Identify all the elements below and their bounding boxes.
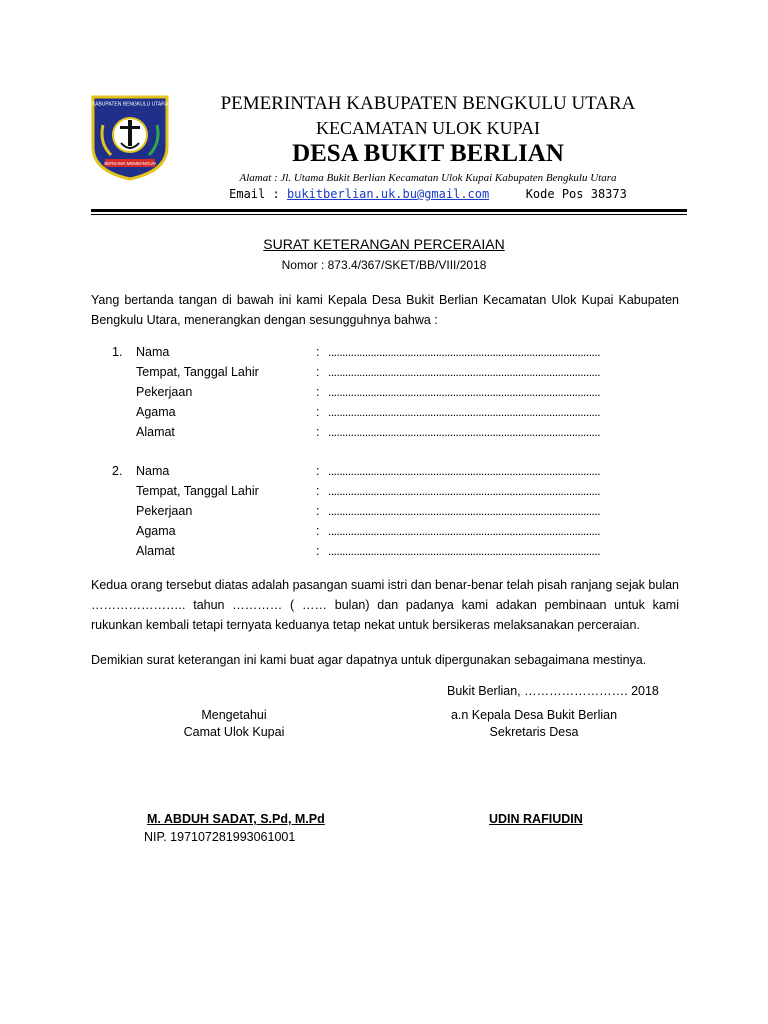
email-label: Email : <box>229 187 280 201</box>
field-blank: ................................................................................................ <box>328 365 601 379</box>
field-label: Tempat, Tanggal Lahir <box>136 365 259 379</box>
intro-paragraph: Yang bertanda tangan di bawah ini kami Kepala Desa Bukit Berlian Kecamatan Ulok Kupai Kabupaten Bengkulu Utara, menerangkan dengan sesungguhnya bahwa : <box>91 293 679 327</box>
regency-logo <box>91 95 169 181</box>
left-signatory-position: Camat Ulok Kupai <box>183 725 285 739</box>
field-colon: : <box>316 425 320 439</box>
postal-code: Kode Pos 38373 <box>525 187 627 201</box>
left-signatory-name: M. ABDUH SADAT, S.Pd, M.Pd <box>147 812 325 826</box>
logo-text-bottom: BERSAMA MEMBANGUN <box>104 161 156 166</box>
field-colon: : <box>316 464 320 478</box>
field-colon: : <box>316 484 320 498</box>
place-date: Bukit Berlian, ……………………. 2018 <box>447 684 659 698</box>
field-label: Nama <box>136 464 170 478</box>
field-colon: : <box>316 544 320 558</box>
field-blank: ................................................................................................ <box>328 385 601 399</box>
field-label: Pekerjaan <box>136 504 193 518</box>
document-number: Nomor : 873.4/367/SKET/BB/VIII/2018 <box>281 258 487 272</box>
field-blank: ................................................................................................ <box>328 544 601 558</box>
right-signatory-title: a.n Kepala Desa Bukit Berlian <box>450 708 618 722</box>
contact-line <box>178 187 678 201</box>
field-label: Alamat <box>136 544 175 558</box>
person-number: 1. <box>112 345 123 359</box>
field-colon: : <box>316 405 320 419</box>
field-label: Pekerjaan <box>136 385 193 399</box>
village-name: DESA BUKIT BERLIAN <box>292 140 564 167</box>
closing-paragraph: Demikian surat keterangan ini kami buat agar dapatnya untuk dipergunakan sebagaimana mestinya. <box>91 653 647 667</box>
field-label: Nama <box>136 345 170 359</box>
field-colon: : <box>316 524 320 538</box>
field-label: Tempat, Tanggal Lahir <box>136 484 259 498</box>
district-name: KECAMATAN ULOK KUPAI <box>316 118 540 138</box>
left-signatory-nip: NIP. 197107281993061001 <box>144 830 296 844</box>
field-label: Agama <box>136 524 176 538</box>
field-label: Alamat <box>136 425 175 439</box>
header-rule-thick <box>91 209 687 212</box>
field-blank: ................................................................................................ <box>328 425 601 439</box>
field-blank: ................................................................................................ <box>328 524 601 538</box>
right-signatory-name: UDIN RAFIUDIN <box>489 812 583 826</box>
field-blank: ................................................................................................ <box>328 345 601 359</box>
field-colon: : <box>316 345 320 359</box>
person-number: 2. <box>112 464 123 478</box>
header-rule-thin <box>91 214 687 215</box>
statement-paragraph: Kedua orang tersebut diatas adalah pasangan suami istri dan benar-benar telah pisah ranjang sejak bulan ………………….. tahun ………… ( …… bulan) dan padanya kami adakan pembinaan untuk kami rukunkan kembali tetapi ternyata keduanya tetap nekat untuk bersikeras melaksanakan perceraian. <box>91 578 679 632</box>
field-blank: ................................................................................................ <box>328 504 601 518</box>
government-name: PEMERINTAH KABUPATEN BENGKULU UTARA <box>220 93 636 114</box>
document-title: SURAT KETERANGAN PERCERAIAN <box>263 236 505 252</box>
left-signatory-title: Mengetahui <box>201 708 267 722</box>
field-colon: : <box>316 365 320 379</box>
logo-text-top: KABUPATEN BENGKULU UTARA <box>91 101 169 108</box>
field-blank: ................................................................................................ <box>328 484 601 498</box>
field-blank: ................................................................................................ <box>328 464 601 478</box>
field-colon: : <box>316 385 320 399</box>
field-colon: : <box>316 504 320 518</box>
email-link[interactable]: bukitberlian.uk.bu@gmail.com <box>286 187 490 201</box>
right-signatory-position: Sekretaris Desa <box>489 725 579 739</box>
address-line: Alamat : Jl. Utama Bukit Berlian Kecamatan Ulok Kupai Kabupaten Bengkulu Utara <box>239 172 617 184</box>
field-blank: ................................................................................................ <box>328 405 601 419</box>
field-label: Agama <box>136 405 176 419</box>
